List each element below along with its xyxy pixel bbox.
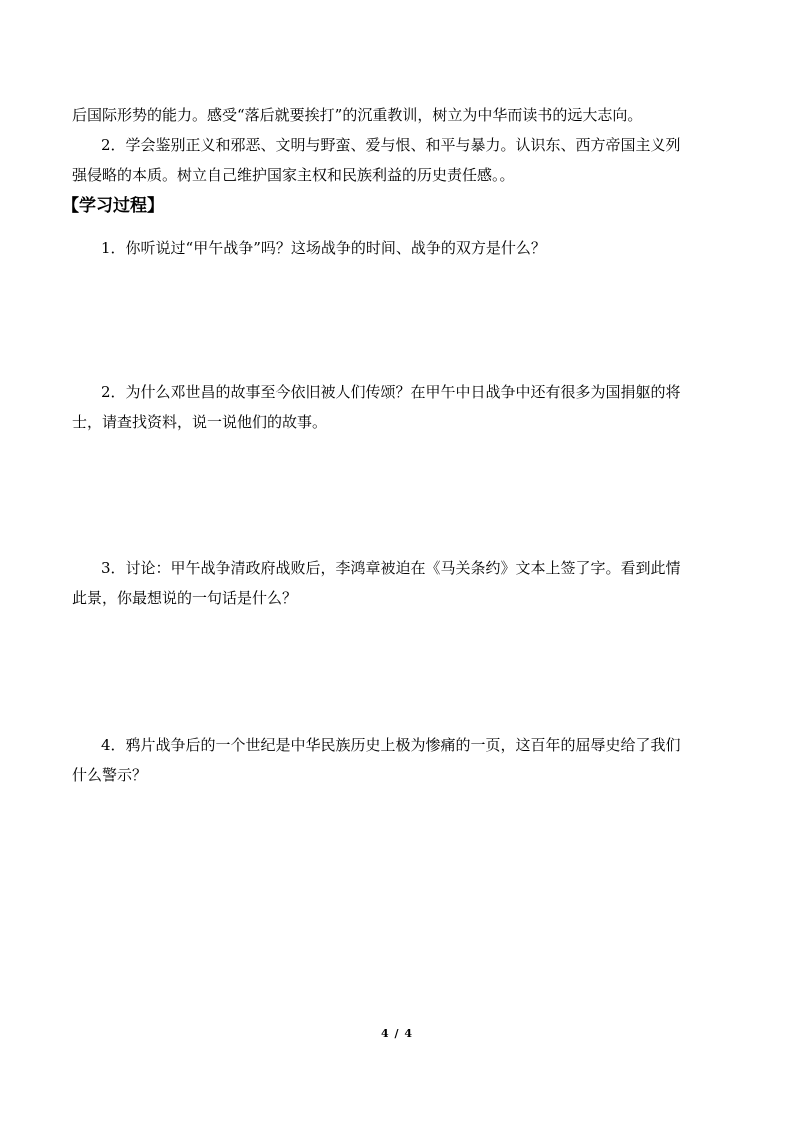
question-4-line-2: 什么警示？	[72, 766, 148, 784]
question-1: 1．你听说过“甲午战争”吗？这场战争的时间、战争的双方是什么？	[101, 239, 546, 257]
question-4-line-1: 4．鸦片战争后的一个世纪是中华民族历史上极为惨痛的一页，这百年的屈辱史给了我们	[101, 736, 681, 754]
objective-line-1: 后国际形势的能力。感受“落后就要挨打”的沉重教训，树立为中华而读书的远大志向。	[72, 106, 643, 124]
objective-item-2-line-2: 强侵略的本质。树立自己维护国家主权和民族利益的历史责任感。。	[72, 166, 515, 184]
question-3-line-2: 此景，你最想说的一句话是什么？	[72, 589, 298, 607]
section-heading: 【学习过程】	[62, 196, 164, 216]
page-number: 4 / 4	[381, 1027, 413, 1040]
question-2-line-2: 士，请查找资料，说一说他们的故事。	[72, 413, 328, 431]
objective-item-2-line-1: 2．学会鉴别正义和邪恶、文明与野蛮、爱与恨、和平与暴力。认识东、西方帝国主义列	[101, 136, 681, 154]
question-3-line-1: 3．讨论：甲午战争清政府战败后，李鸿章被迫在《马关条约》文本上签了字。看到此情	[101, 559, 681, 577]
question-2-line-1: 2．为什么邓世昌的故事至今依旧被人们传颂？在甲午中日战争中还有很多为国捐躯的将	[101, 383, 681, 401]
